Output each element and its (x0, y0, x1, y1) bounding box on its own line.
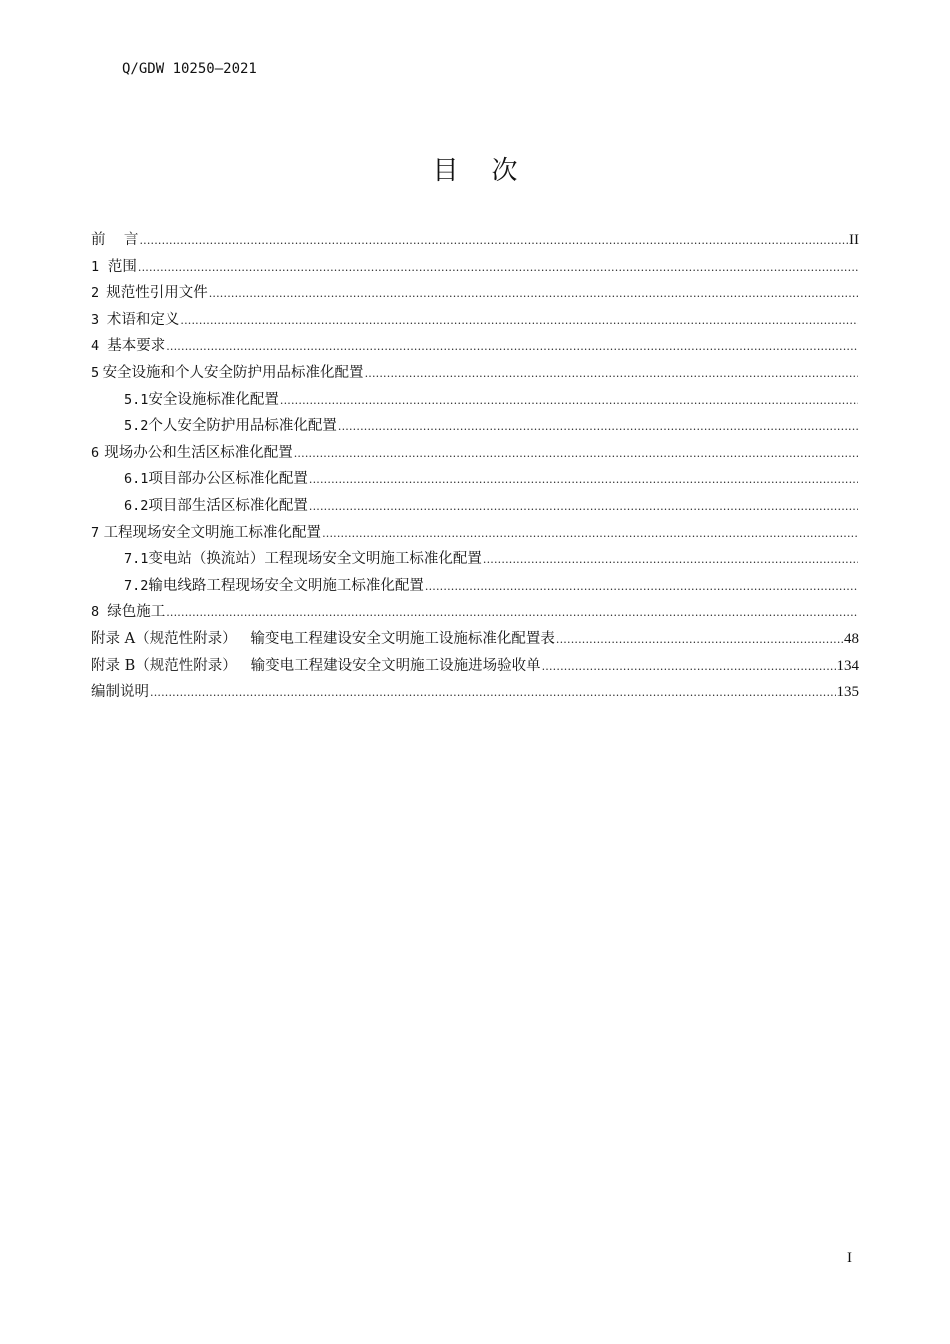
toc-entry[interactable] (91, 361, 859, 388)
toc-leader-dots (280, 394, 858, 407)
toc-entry[interactable] (91, 600, 859, 627)
toc-leader-dots (180, 314, 858, 327)
toc-leader-dots (322, 527, 858, 540)
toc-entry-label: 附录 B（规范性附录） 输变电工程建设安全文明施工设施进场验收单 (91, 657, 541, 674)
toc-entry[interactable] (91, 281, 859, 308)
toc-entry-page: II (849, 232, 859, 248)
toc-leader-dots (309, 473, 858, 486)
toc-leader-dots (139, 234, 848, 247)
toc-entry-page: 48 (844, 630, 859, 647)
toc-entry[interactable] (91, 441, 859, 468)
toc-entry-label: 规范性引用文件 (106, 285, 208, 302)
toc-entry-number: 6.2 (124, 497, 149, 514)
toc-entry-label: 输电线路工程现场安全文明施工标准化配置 (148, 577, 424, 594)
toc-entry[interactable] (91, 228, 859, 255)
page-title: 目 次 (432, 156, 518, 186)
toc-entry-label: 安全设施和个人安全防护用品标准化配置 (102, 364, 364, 381)
toc-entry[interactable] (91, 414, 859, 441)
toc-entry-label: 现场办公和生活区标准化配置 (104, 444, 293, 461)
toc-entry-label: 项目部办公区标准化配置 (148, 471, 308, 488)
toc-entry-number: 3 (91, 311, 100, 328)
toc-entry-label: 基本要求 (107, 338, 166, 355)
toc-entry-number: 6.1 (124, 471, 149, 488)
toc-leader-dots (209, 287, 858, 300)
toc-entry[interactable] (91, 388, 859, 415)
toc-entry[interactable] (91, 308, 859, 335)
toc-entry-number: 2 (91, 285, 100, 302)
toc-entry-number: 1 (91, 258, 100, 275)
toc-entry-number: 7 (91, 524, 100, 541)
toc-entry[interactable] (91, 680, 859, 707)
toc-entry-page: 135 (836, 684, 859, 701)
toc-leader-dots (338, 420, 858, 433)
toc-leader-dots (309, 500, 858, 513)
toc-entry[interactable] (91, 654, 859, 681)
toc-entry-label: 工程现场安全文明施工标准化配置 (103, 524, 322, 541)
toc-leader-dots (556, 633, 843, 646)
footer-page-number: I (847, 1250, 852, 1266)
toc-entry-number: 7.2 (124, 577, 149, 594)
toc-leader-dots (138, 261, 858, 274)
toc-leader-dots (483, 553, 858, 566)
toc-entry-label: 变电站（换流站）工程现场安全文明施工标准化配置 (148, 551, 482, 568)
toc-entry[interactable] (91, 467, 859, 494)
toc-entry[interactable] (91, 574, 859, 601)
document-code: Q/GDW 10250—2021 (122, 61, 257, 77)
toc-entry[interactable] (91, 547, 859, 574)
toc-leader-dots (166, 340, 858, 353)
toc-entry-number: 5.2 (124, 418, 149, 435)
toc-entry-number: 5.1 (124, 391, 149, 408)
toc-entry-number: 6 (91, 444, 100, 461)
toc-entry-label: 附录 A（规范性附录） 输变电工程建设安全文明施工设施标准化配置表 (91, 630, 555, 647)
toc-leader-dots (294, 447, 858, 460)
toc-entry-number: 4 (91, 338, 100, 355)
toc-entry-label: 绿色施工 (107, 604, 166, 621)
toc-entry-label: 安全设施标准化配置 (148, 391, 279, 408)
toc-entry[interactable] (91, 521, 859, 548)
toc-entry-label: 前 言 (91, 232, 139, 248)
toc-leader-dots (150, 686, 836, 699)
toc-leader-dots (365, 367, 858, 380)
toc-entry[interactable] (91, 494, 859, 521)
toc-entry[interactable] (91, 334, 859, 361)
toc-leader-dots (166, 606, 858, 619)
toc-entry[interactable] (91, 627, 859, 654)
toc-entry-label: 个人安全防护用品标准化配置 (148, 418, 337, 435)
toc-entry-label: 范围 (107, 258, 137, 275)
toc-leader-dots (425, 580, 858, 593)
toc-entry-label: 术语和定义 (106, 311, 180, 328)
toc-entry-label: 编制说明 (91, 684, 149, 701)
toc-entry-label: 项目部生活区标准化配置 (148, 497, 308, 514)
table-of-contents (91, 228, 859, 707)
toc-entry[interactable] (91, 255, 859, 282)
toc-entry-number: 7.1 (124, 551, 149, 568)
toc-leader-dots (542, 660, 836, 673)
toc-entry-number: 8 (91, 604, 100, 621)
toc-entry-number: 5 (91, 364, 100, 381)
toc-entry-page: 134 (836, 657, 859, 674)
